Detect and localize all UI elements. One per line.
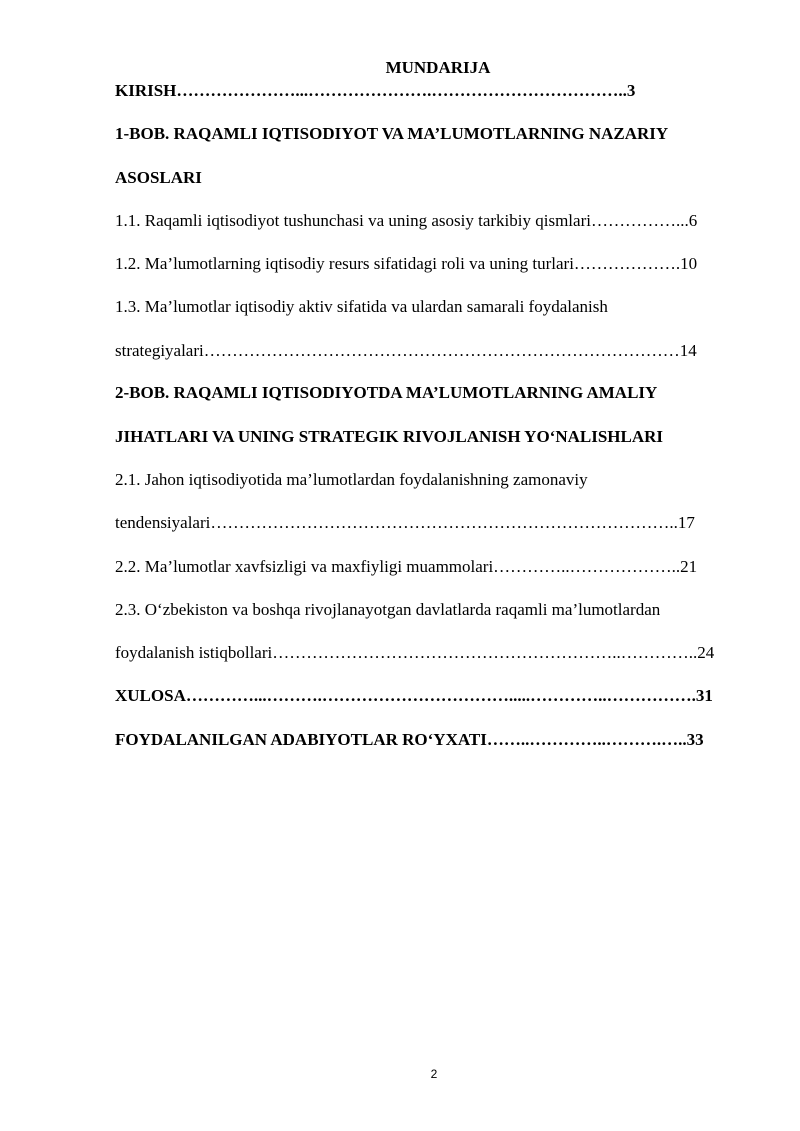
toc-section-1-2: 1.2. Ma’lumotlarning iqtisodiy resurs sifatidagi roli va uning turlari……………….10 — [115, 254, 698, 273]
toc-chapter-2-heading-line-1: 2-BOB. RAQAMLI IQTISODIYOTDA MA’LUMOTLARNING AMALIY — [115, 383, 658, 402]
toc-section-1-3-line-2: strategiyalari…………………………………………………………………………14 — [115, 341, 697, 360]
toc-section-2-1-line-1: 2.1. Jahon iqtisodiyotida ma’lumotlardan foydalanishning zamonaviy — [115, 470, 588, 489]
toc-entry-bibliography: FOYDALANILGAN ADABIYOTLAR RO‘YXATI……..…………..……….…..33 — [115, 730, 704, 749]
toc-section-1-1: 1.1. Raqamli iqtisodiyot tushunchasi va uning asosiy tarkibiy qismlari……………...6 — [115, 211, 698, 230]
toc-section-2-2: 2.2. Ma’lumotlar xavfsizligi va maxfiyligi muammolari…………..………………..21 — [115, 557, 698, 576]
page-number: 2 — [430, 1067, 438, 1081]
toc-chapter-2-heading-line-2: JIHATLARI VA UNING STRATEGIK RIVOJLANISH YO‘NALISHLARI — [115, 427, 664, 446]
toc-section-1-3-line-1: 1.3. Ma’lumotlar iqtisodiy aktiv sifatida va ulardan samarali foydalanish — [115, 297, 608, 316]
toc-title: MUNDARIJA — [385, 58, 491, 77]
toc-chapter-1-heading-line-1: 1-BOB. RAQAMLI IQTISODIYOT VA MA’LUMOTLARNING NAZARIY — [115, 124, 669, 143]
toc-entry-kirish: KIRISH…………………...………………….……………………………..3 — [115, 81, 636, 100]
toc-section-2-1-line-2: tendensiyalari………………………………………………………………………..17 — [115, 513, 695, 532]
toc-chapter-1-heading-line-2: ASOSLARI — [115, 168, 202, 187]
toc-entry-xulosa: XULOSA…………...……….…………………………….....…………..…………….31 — [115, 686, 713, 705]
toc-section-2-3-line-1: 2.3. O‘zbekiston va boshqa rivojlanayotgan davlatlarda raqamli ma’lumotlardan — [115, 600, 661, 619]
toc-section-2-3-line-2: foydalanish istiqbollari……………………………………………………..…………..24 — [115, 643, 715, 662]
